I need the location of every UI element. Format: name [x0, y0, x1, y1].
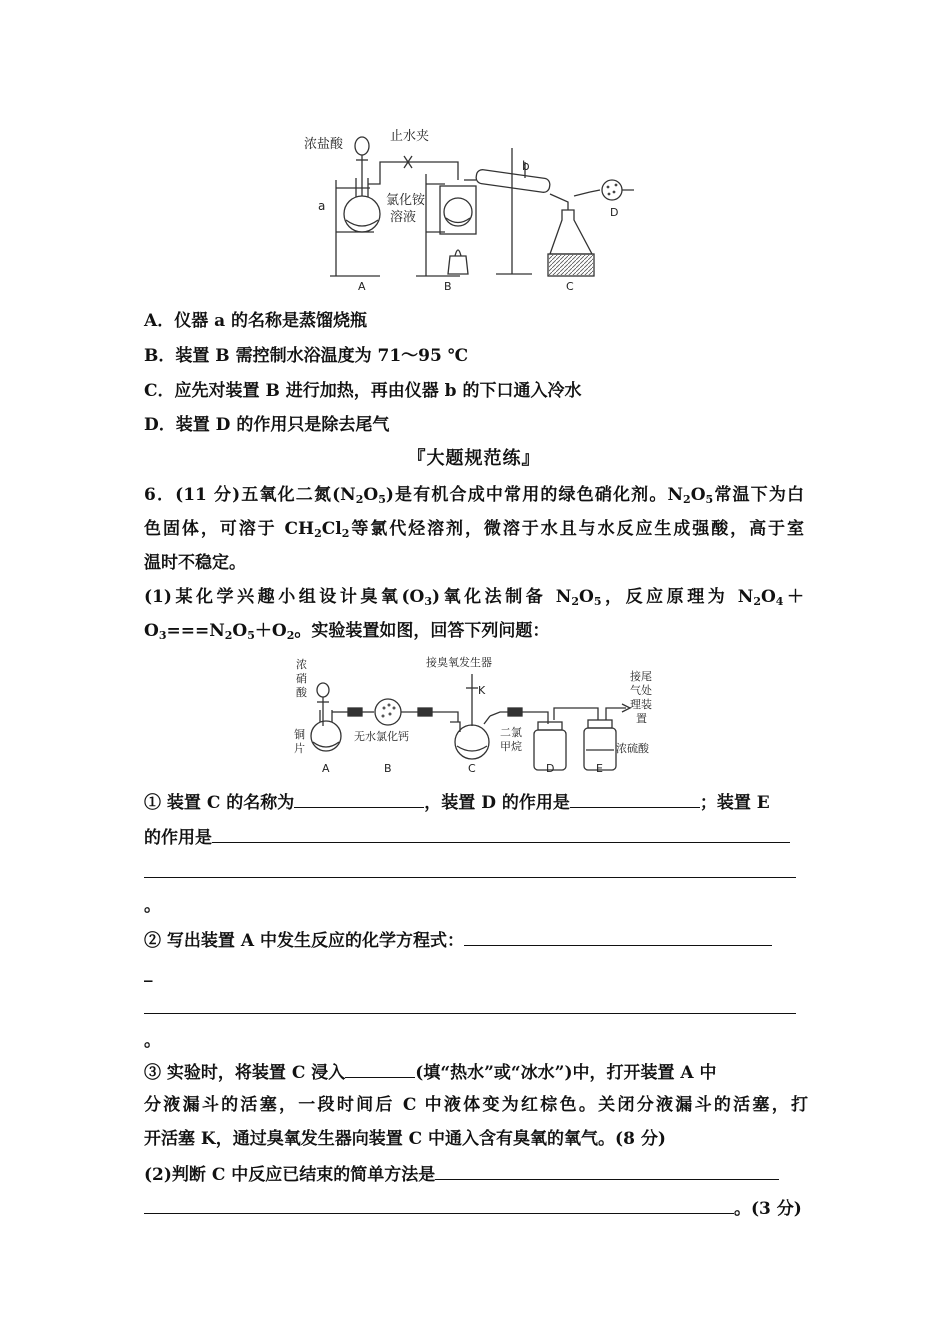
- sub2-end: 。: [144, 1031, 161, 1051]
- fig2-label-h2so4: 浓硫酸: [616, 742, 649, 755]
- sub4-line-1: (2)判断 C 中反应已结束的简单方法是: [144, 1162, 808, 1186]
- fig2-label-copper-2: 片: [294, 742, 305, 755]
- q6-line-1: 6．(11 分)五氧化二氮$(N_2O_5)$是有机合成中常用的绿色硝化剂。$N_2O_5$常温下为白: [144, 485, 804, 506]
- fig1-label-a: a: [318, 199, 326, 213]
- fig1-label-solution: 溶液: [390, 210, 417, 225]
- q6-line-5: $O_3===N_2O_5+O_2$。实验装置如图，回答下列问题：: [144, 621, 550, 642]
- fig2-label-cacl2: 无水氯化钙: [354, 730, 409, 743]
- answer-blank-bath[interactable]: [345, 1060, 415, 1078]
- fig1-label-C: C: [566, 280, 574, 293]
- answer-blank-end-check[interactable]: [435, 1162, 779, 1180]
- option-b: B．装置 B 需控制水浴温度为 71～95 ℃: [144, 346, 469, 366]
- fig2-label-C: C: [468, 762, 476, 775]
- fig2-label-A: A: [322, 762, 330, 775]
- option-a: A．仪器 a 的名称是蒸馏烧瓶: [144, 311, 368, 331]
- fig2-label-tail-1: 接尾: [630, 670, 652, 683]
- fig2-label-k: K: [478, 684, 486, 697]
- apparatus-1-drawing: [300, 124, 660, 296]
- apparatus-2-drawing: [290, 654, 670, 778]
- fig1-label-b: b: [522, 159, 530, 173]
- fig2-label-dcm-1: 二氯: [500, 726, 522, 739]
- section-banner: 『大题规范练』: [407, 448, 541, 469]
- fig1-label-conc-hcl: 浓盐酸: [304, 137, 344, 152]
- fig2-label-D: D: [546, 762, 555, 775]
- fig1-label-nh4cl: 氯化铵: [386, 193, 426, 208]
- fig2-label-tail-4: 置: [636, 712, 647, 725]
- sub1-line-1: ① 装置 C 的名称为 ，装置 D 的作用是 ；装置 E: [144, 790, 808, 814]
- fig2-label-acid: 酸: [296, 686, 307, 699]
- q6-line-4: (1)某化学兴趣小组设计臭氧$(O_3)$氧化法制备 $N_2O_5$，反应原理为 $N_2O_4+$: [144, 587, 804, 608]
- answer-blank-c-name[interactable]: [294, 790, 424, 808]
- fig2-label-conc: 浓: [296, 658, 307, 671]
- fig1-label-B: B: [444, 280, 452, 293]
- fig2-label-nitric: 硝: [296, 672, 307, 685]
- q6-line-2: 色固体，可溶于 $CH_2Cl_2$等氯代烃溶剂，微溶于水且与水反应生成强酸，高于室: [144, 519, 805, 540]
- sub3-line-2: 分液漏斗的活塞，一段时间后 C 中液体变为红棕色。关闭分液漏斗的活塞，打: [144, 1095, 808, 1115]
- answer-blank-e-role-cont[interactable]: [144, 877, 796, 878]
- fig2-label-tail-2: 气处: [630, 684, 652, 697]
- apparatus-figure-2: [290, 654, 670, 778]
- answer-blank-equation[interactable]: [464, 928, 772, 946]
- fig1-label-A: A: [358, 280, 366, 293]
- fig1-label-D: D: [610, 206, 619, 219]
- sub2-line-1: ② 写出装置 A 中发生反应的化学方程式：: [144, 928, 808, 952]
- answer-blank-e-role[interactable]: [212, 825, 790, 843]
- answer-blank-equation-cont[interactable]: [144, 1013, 796, 1014]
- fig2-label-copper-1: 铜: [294, 728, 305, 741]
- q6-line-3: 温时不稳定。: [144, 553, 246, 573]
- option-c: C．应先对装置 B 进行加热，再由仪器 b 的下口通入冷水: [144, 381, 582, 401]
- sub2-stub: _: [144, 963, 153, 983]
- fig2-label-dcm-2: 甲烷: [500, 740, 522, 753]
- answer-blank-d-role[interactable]: [570, 790, 700, 808]
- apparatus-figure-1: [300, 124, 660, 296]
- sub4-line-2: 。(3 分): [144, 1196, 808, 1220]
- fig1-label-clamp: 止水夹: [390, 129, 430, 144]
- fig2-label-E: E: [596, 762, 603, 775]
- fig2-label-B: B: [384, 762, 392, 775]
- sub1-line-2: 的作用是: [144, 825, 824, 849]
- fig2-label-ozone: 接臭氧发生器: [426, 656, 492, 669]
- option-d: D．装置 D 的作用只是除去尾气: [144, 415, 390, 435]
- sub3-line-1: ③ 实验时，将装置 C 浸入 (填“热水”或“冰水”)中，打开装置 A 中: [144, 1060, 808, 1084]
- sub1-end: 。: [144, 896, 161, 916]
- answer-blank-end-check-cont[interactable]: [144, 1196, 734, 1214]
- sub3-line-3: 开活塞 K，通过臭氧发生器向装置 C 中通入含有臭氧的氧气。(8 分): [144, 1129, 666, 1149]
- fig2-label-tail-3: 理装: [630, 698, 652, 711]
